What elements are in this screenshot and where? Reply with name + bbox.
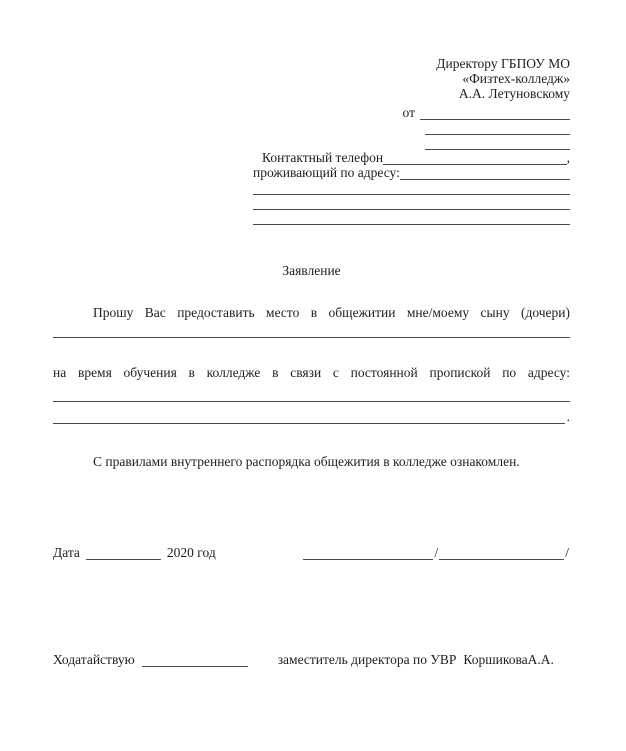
address-blank-field-3 xyxy=(253,197,570,210)
signature-name-slash: / xyxy=(565,545,569,560)
reason-line: на время обучения в колледже в связи с постоянной пропиской по адресу: xyxy=(53,365,570,380)
document-title: Заявление xyxy=(282,263,341,278)
endorsement-blank-field xyxy=(142,654,248,667)
endorser-title: заместитель директора по УВР xyxy=(277,652,457,667)
signature-slash: / xyxy=(434,545,439,560)
date-blank-field xyxy=(86,547,161,560)
address-blank-field xyxy=(400,167,570,180)
reason-blank-field-2 xyxy=(53,423,565,424)
address-label: проживающий по адресу: xyxy=(253,165,400,180)
contact-phone-row xyxy=(253,150,570,165)
contact-block xyxy=(253,150,570,225)
request-line: Прошу Вас предоставить место в общежитии мне/моему сыну (дочери) xyxy=(93,305,570,320)
from-extra-row xyxy=(53,135,570,150)
endorsement-row xyxy=(53,652,570,667)
from-blank-field-3 xyxy=(425,137,570,150)
from-blank-field-2 xyxy=(425,122,570,135)
acknowledgement-line: С правилами внутреннего распорядка общежития в колледже ознакомлен. xyxy=(93,454,520,469)
reason-blank-field xyxy=(53,380,570,402)
address-extra-row xyxy=(253,210,570,225)
address-blank-field-4 xyxy=(253,212,570,225)
address-extra-row xyxy=(253,195,570,210)
reason-blank-field-2-row xyxy=(53,402,570,424)
from-extra-row xyxy=(53,120,570,135)
from-blank-field xyxy=(420,107,570,120)
addressee-line-1: Директору ГБПОУ МО xyxy=(436,56,570,71)
trailing-period: . xyxy=(566,409,570,424)
addressee-line-2: «Физтех-колледж» xyxy=(462,71,570,86)
request-blank-field xyxy=(53,320,570,338)
date-signature-row xyxy=(53,545,570,560)
signature-blank-field xyxy=(303,547,433,560)
address-extra-row xyxy=(253,180,570,195)
endorsement-label: Ходатайствую xyxy=(53,652,135,667)
address-row xyxy=(253,165,570,180)
contact-phone-label: Контактный телефон xyxy=(262,150,384,165)
addressee-line-3: А.А. Летуновскому xyxy=(458,86,570,101)
from-label: от xyxy=(402,105,415,120)
contact-phone-comma: , xyxy=(566,150,570,165)
date-label: Дата xyxy=(53,545,80,560)
year-label: 2020 год xyxy=(166,545,216,560)
contact-phone-blank-field xyxy=(383,152,567,165)
address-blank-field-2 xyxy=(253,182,570,195)
addressee-block xyxy=(53,56,570,150)
endorser-name: КоршиковаА.А. xyxy=(463,652,554,667)
signature-name-blank-field xyxy=(439,547,564,560)
from-row xyxy=(53,105,570,120)
